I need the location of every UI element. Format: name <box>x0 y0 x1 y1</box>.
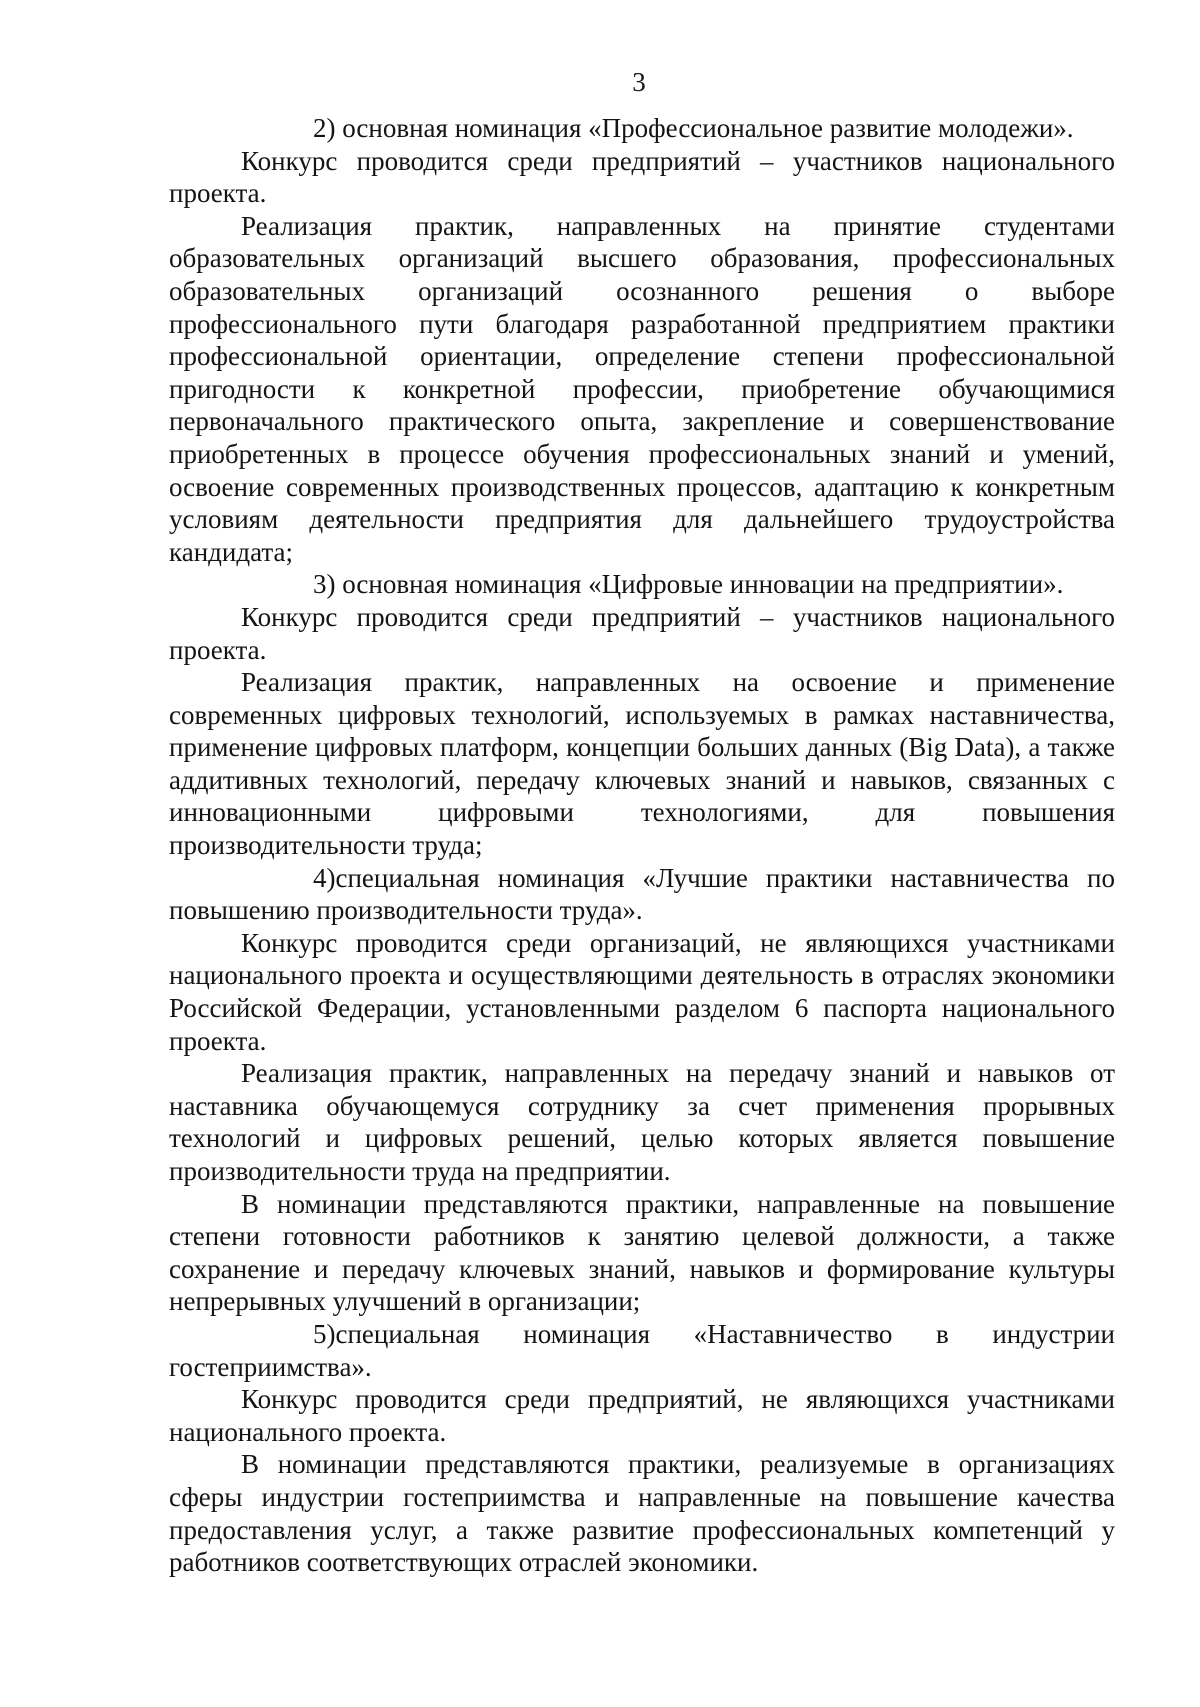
paragraph: В номинации представляются практики, реализуемые в организациях сферы индустрии гостеприимства и направленные на повышение качества предоставления услуг, а также развитие профессиональных компетенций у работников соответствующих отраслей экономики. <box>169 1449 1115 1578</box>
nomination-item-5 <box>169 1318 1115 1383</box>
paragraph: Реализация практик, направленных на принятие студентами образовательных организаций высшего образования, профессиональных образовательных организаций осознанного решения о выборе профессионального пути благодаря разработанной предприятием практики профессиональной ориентации, определение степени профессиональной пригодности к конкретной профессии, приобретение обучающимися первоначального практического опыта, закрепление и совершенствование приобретенных в процессе обучения профессиональных знаний и умений, освоение современных производственных процессов, адаптацию к конкретным условиям деятельности предприятия для дальнейшего трудоустройства кандидата; <box>169 210 1115 567</box>
paragraph: Конкурс проводится среди предприятий – участников национального проекта. <box>169 601 1115 665</box>
list-number: 4) <box>313 862 336 893</box>
nomination-item-2 <box>169 112 1115 145</box>
document-body <box>169 112 1115 1579</box>
nomination-item-3 <box>169 568 1115 601</box>
paragraph: Конкурс проводится среди предприятий, не являющихся участниками национального проекта. <box>169 1384 1115 1447</box>
list-number: 2) <box>313 113 336 143</box>
list-number: 5) <box>313 1318 336 1349</box>
list-text: специальная номинация «Наставничество в индустрии гостеприимства». <box>169 1318 1115 1382</box>
list-number: 3) <box>313 569 336 600</box>
paragraph: Конкурс проводится среди организаций, не являющихся участниками национального проекта и осуществляющими деятельность в отраслях экономики Российской Федерации, установленными разделом 6 паспорта национального проекта. <box>169 927 1115 1056</box>
paragraph: Конкурс проводится среди предприятий – участников национального проекта. <box>169 145 1115 209</box>
nomination-item-4 <box>169 862 1115 927</box>
paragraph: Реализация практик, направленных на освоение и применение современных цифровых технологий, используемых в рамках наставничества, применение цифровых платформ, концепции больших данных (Big Data), а также аддитивных технологий, передачу ключевых знаний и навыков, связанных с инновационными цифровыми технологиями, для повышения производительности труда; <box>169 667 1115 861</box>
list-text: основная номинация «Профессиональное развитие молодежи». <box>342 113 1074 143</box>
list-text: специальная номинация «Лучшие практики наставничества по повышению производительности труда». <box>169 862 1115 926</box>
page-number: 3 <box>632 67 646 97</box>
list-text: основная номинация «Цифровые инновации на предприятии». <box>342 569 1064 600</box>
paragraph: Реализация практик, направленных на передачу знаний и навыков от наставника обучающемуся сотруднику за счет применения прорывных технологий и цифровых решений, целью которых является повышение производительности труда на предприятии. <box>169 1058 1115 1186</box>
paragraph: В номинации представляются практики, направленные на повышение степени готовности работников к занятию целевой должности, а также сохранение и передачу ключевых знаний, навыков и формирование культуры непрерывных улучшений в организации; <box>169 1188 1115 1317</box>
